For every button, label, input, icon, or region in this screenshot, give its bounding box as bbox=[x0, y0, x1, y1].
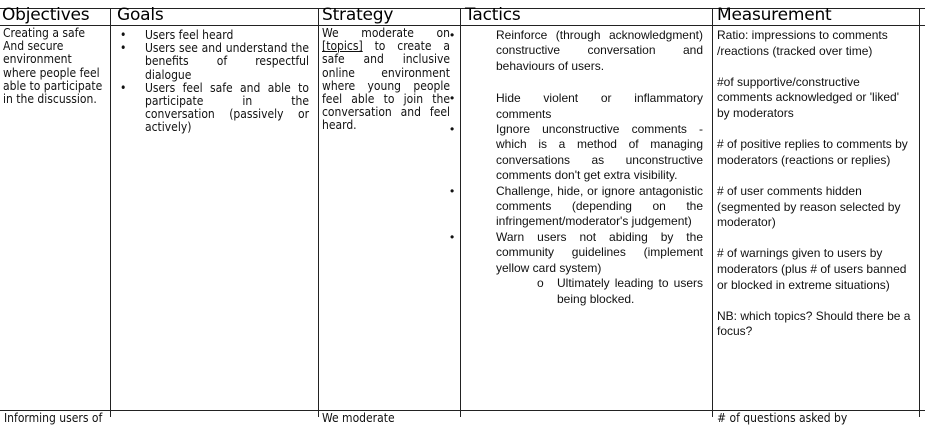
column-divider bbox=[460, 8, 461, 417]
header-goals: Goals bbox=[117, 5, 164, 25]
next-row-objectives: Informing users of bbox=[4, 411, 103, 425]
column-divider bbox=[712, 8, 713, 417]
list-item: • Challenge, hide, or ignore antagonistic comments (depending on the infringement/moderator's judgement) bbox=[469, 184, 703, 230]
list-item: # of user comments hidden (segmented by reason selected by moderator) bbox=[717, 183, 901, 230]
measurement-cell bbox=[717, 28, 913, 340]
header-row-border bbox=[0, 25, 925, 26]
header-measurement: Measurement bbox=[717, 5, 832, 25]
list-item: # of warnings given to users by moderators (plus # of users banned or blocked in extreme situations) bbox=[717, 246, 907, 292]
header-strategy: Strategy bbox=[322, 5, 394, 25]
strategy-topic-placeholder: [topics] bbox=[322, 39, 363, 54]
next-row-measurement: # of questions asked by bbox=[717, 411, 848, 425]
list-item: # of positive replies to comments by moderators (reactions or replies) bbox=[717, 137, 908, 167]
list-item: • Ignore unconstructive comments - which is a method of managing conversations as unconstructive comments don't get extra visibility. bbox=[469, 122, 703, 184]
list-item: NB: which topics? Should there be a focus? bbox=[717, 308, 911, 339]
next-row-strategy: We moderate bbox=[322, 411, 395, 425]
strategy-text bbox=[322, 27, 450, 133]
column-divider bbox=[110, 8, 111, 417]
list-item: Ratio: impressions to comments /reactions (tracked over time) bbox=[717, 28, 888, 58]
goals-list bbox=[117, 29, 309, 135]
objectives-text: Creating a safe And secure environment where people feel able to participate in the discussion. bbox=[3, 26, 103, 107]
strategy-suffix: to create a safe and inclusive online environment where young people feel able to join the conversation and feel heard. bbox=[322, 39, 450, 133]
list-item: • Users see and understand the benefits of respectful dialogue bbox=[117, 42, 309, 82]
column-divider bbox=[318, 8, 319, 417]
objectives-cell bbox=[3, 27, 107, 106]
goals-cell bbox=[145, 29, 309, 135]
list-item: • Users feel safe and able to participate in the conversation (passively or actively) bbox=[117, 82, 309, 135]
tactics-list bbox=[469, 28, 703, 276]
tactics-cell bbox=[496, 28, 703, 307]
column-divider bbox=[919, 8, 920, 417]
list-item: • Users feel heard bbox=[117, 29, 309, 42]
list-item: • Hide violent or inflammatory comments bbox=[469, 91, 703, 122]
header-objectives: Objectives bbox=[2, 5, 90, 25]
list-item: #of supportive/constructive comments acknowledged or 'liked' by moderators bbox=[717, 74, 900, 120]
strategy-cell bbox=[322, 27, 450, 133]
header-tactics: Tactics bbox=[465, 5, 521, 25]
strategy-prefix: We moderate on bbox=[322, 26, 450, 40]
tactics-sub-item: o Ultimately leading to users being blocked. bbox=[523, 276, 703, 307]
list-item: • Reinforce (through acknowledgment) constructive conversation and behaviours of users. bbox=[469, 28, 703, 74]
list-item: • Warn users not abiding by the community guidelines (implement yellow card system) bbox=[469, 230, 703, 276]
